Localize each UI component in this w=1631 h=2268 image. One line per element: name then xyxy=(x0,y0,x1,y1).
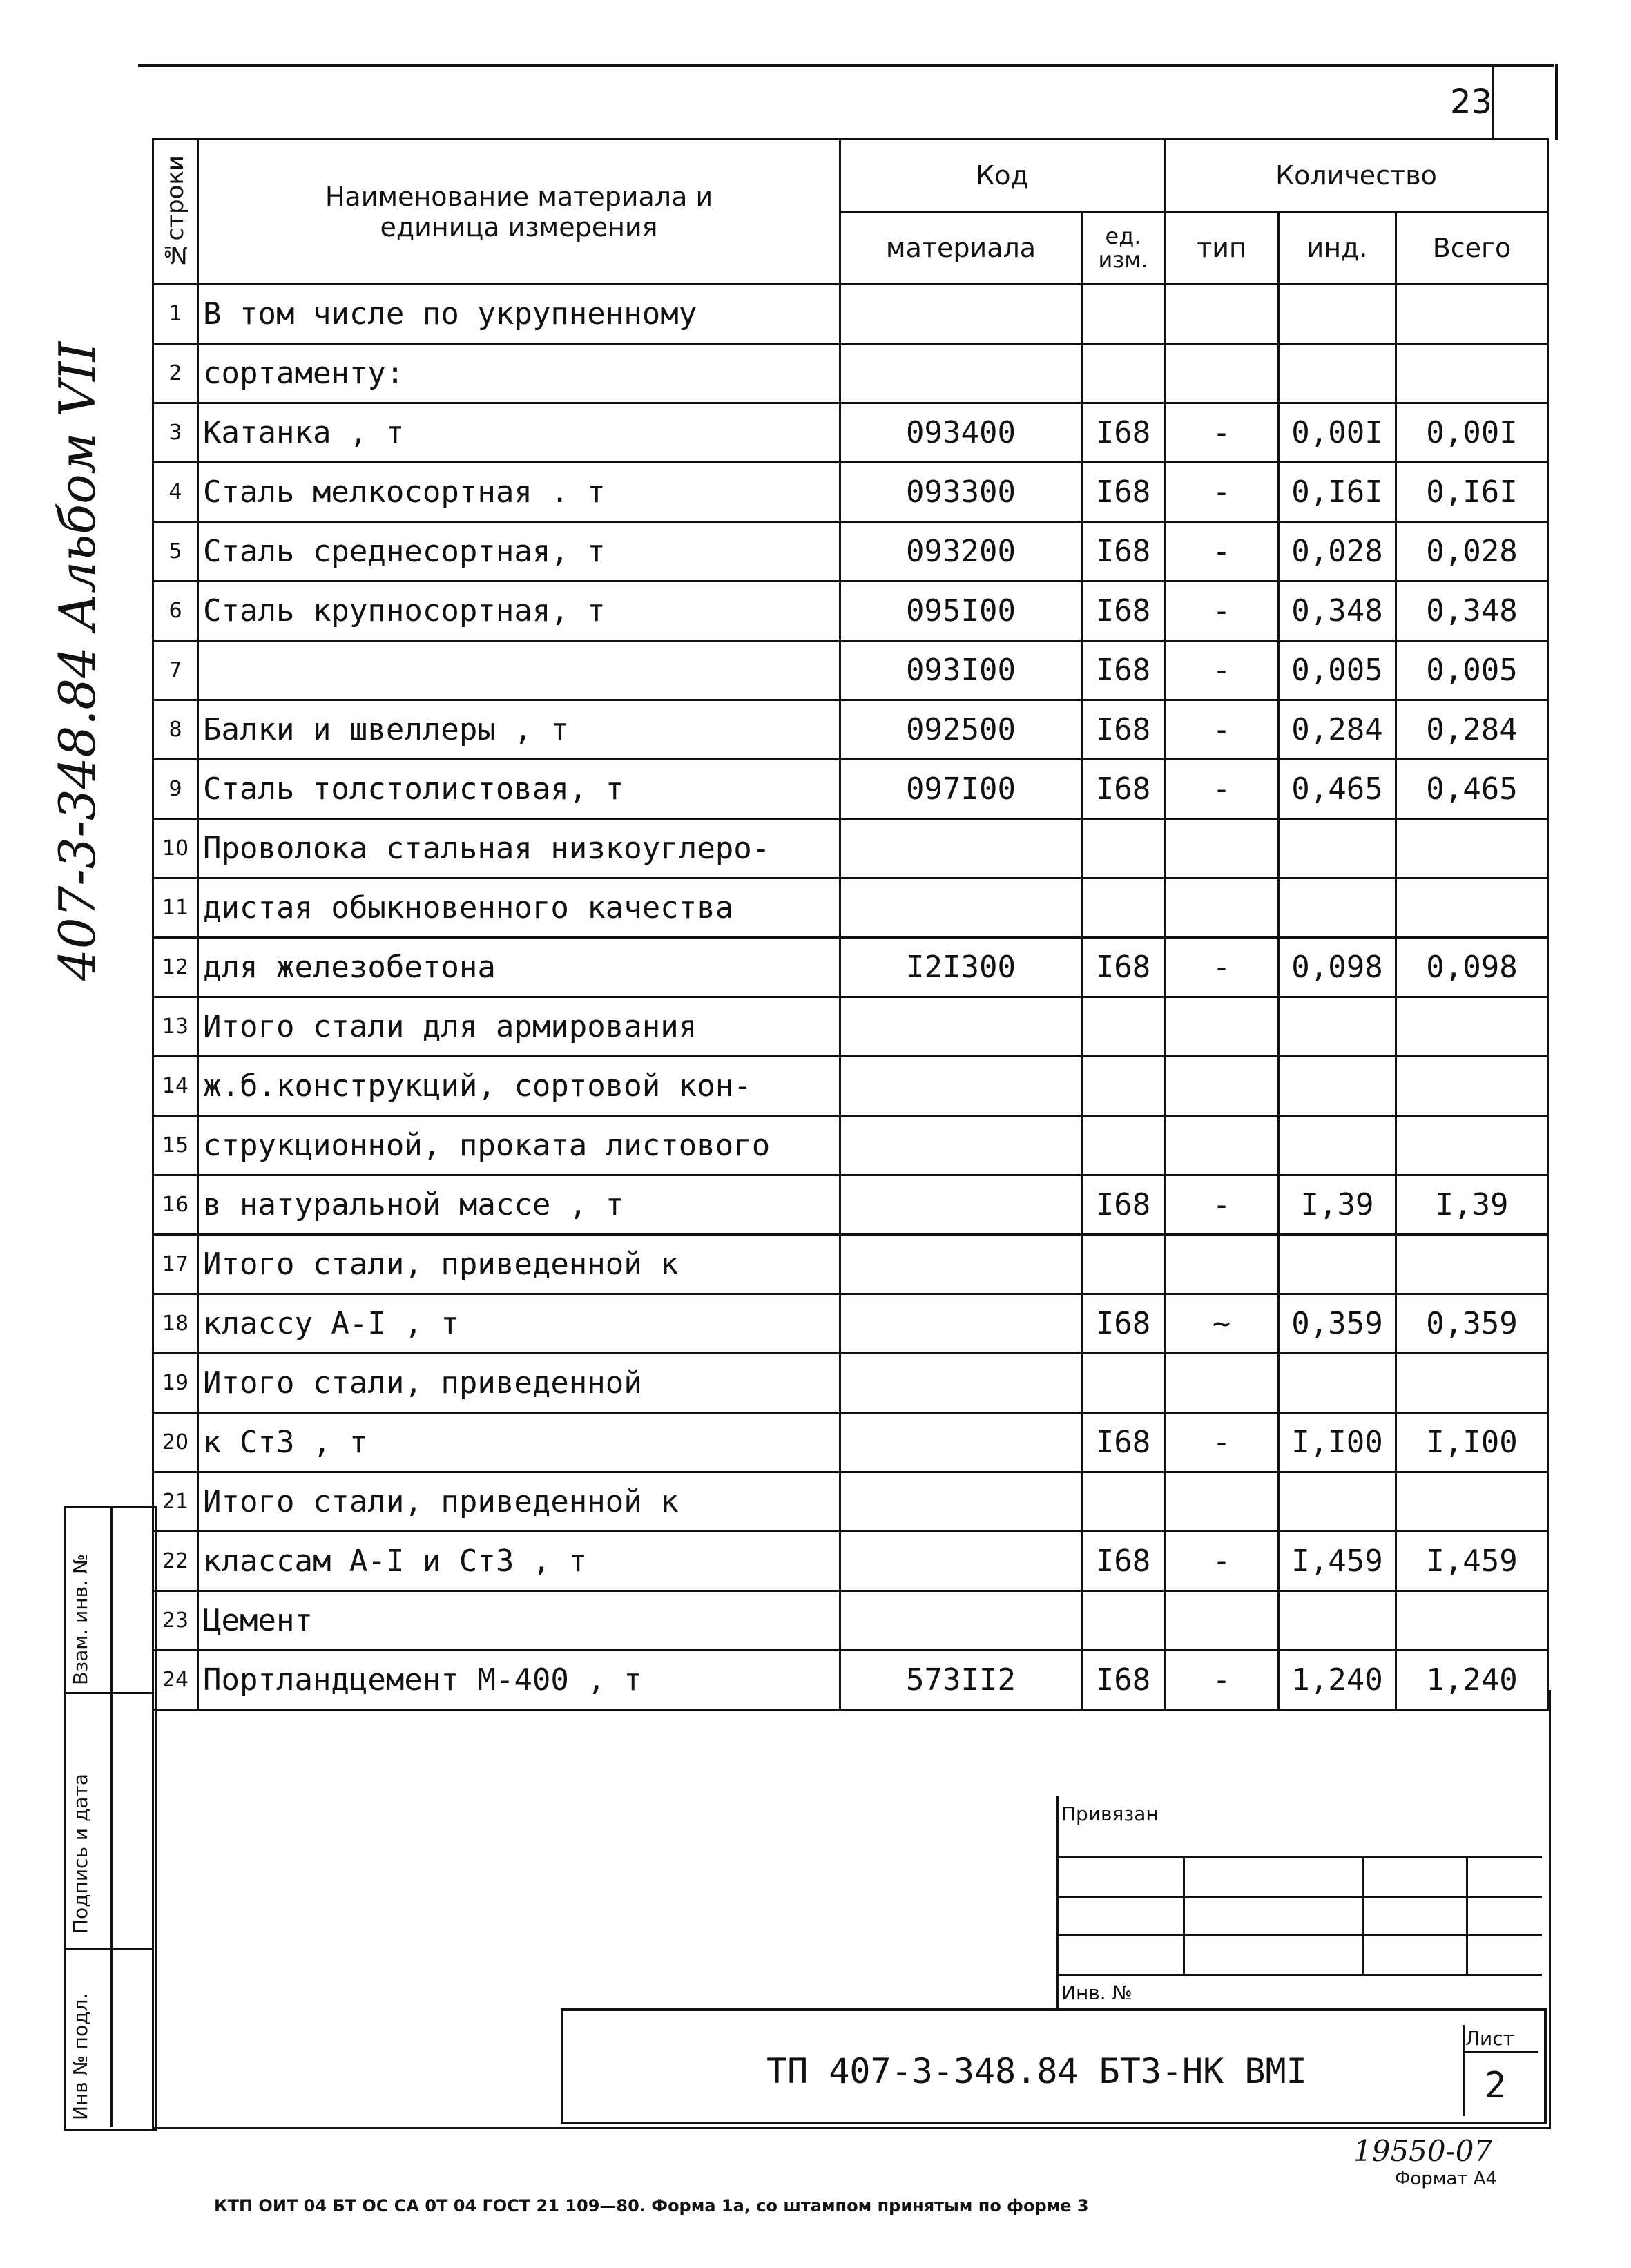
material-code xyxy=(840,819,1082,878)
material-name: струкционной, проката листового xyxy=(198,1116,840,1175)
unit-code xyxy=(1082,1235,1165,1294)
unit-code: I68 xyxy=(1082,522,1165,582)
header-code-group: Код xyxy=(840,140,1165,212)
qty-ind: 0,359 xyxy=(1279,1294,1396,1354)
material-code: 097I00 xyxy=(840,760,1082,819)
material-code: 573II2 xyxy=(840,1651,1082,1710)
header-code-material: материала xyxy=(840,212,1082,285)
unit-code xyxy=(1082,1472,1165,1532)
table-row xyxy=(153,1532,1548,1591)
sheet-number: 2 xyxy=(1485,2065,1507,2106)
qty-ind xyxy=(1279,819,1396,878)
table-row xyxy=(153,760,1548,819)
qty-typ xyxy=(1165,1591,1279,1651)
material-name: Сталь среднесортная, т xyxy=(198,522,840,582)
table-row xyxy=(153,344,1548,403)
unit-code xyxy=(1082,1116,1165,1175)
qty-typ: - xyxy=(1165,760,1279,819)
page-number-box xyxy=(1492,64,1558,140)
table-row xyxy=(153,1294,1548,1354)
qty-typ: - xyxy=(1165,463,1279,522)
qty-typ xyxy=(1165,1472,1279,1532)
header-code-unit: ед. изм. xyxy=(1082,212,1165,285)
table-row xyxy=(153,1116,1548,1175)
material-code xyxy=(840,1235,1082,1294)
table-row xyxy=(153,819,1548,878)
unit-code xyxy=(1082,819,1165,878)
row-number: 20 xyxy=(153,1413,198,1472)
row-number: 1 xyxy=(153,285,198,344)
material-code: 093400 xyxy=(840,403,1082,463)
unit-code: I68 xyxy=(1082,938,1165,997)
qty-total: I,39 xyxy=(1396,1175,1548,1235)
unit-code: I68 xyxy=(1082,1651,1165,1710)
table-row xyxy=(153,641,1548,700)
material-code xyxy=(840,1472,1082,1532)
material-name: к Ст3 , т xyxy=(198,1413,840,1472)
qty-typ: - xyxy=(1165,1651,1279,1710)
row-number: 11 xyxy=(153,878,198,938)
material-code xyxy=(840,1175,1082,1235)
row-number: 3 xyxy=(153,403,198,463)
row-number: 16 xyxy=(153,1175,198,1235)
material-name: Катанка , т xyxy=(198,403,840,463)
row-number: 13 xyxy=(153,997,198,1057)
material-name: Балки и швеллеры , т xyxy=(198,700,840,760)
footer-note: КТП ОИТ 04 БТ ОС СА 0Т 04 ГОСТ 21 109—80. Форма 1а, со штампом принятым по форме 3 xyxy=(214,2196,1089,2216)
qty-total xyxy=(1396,1472,1548,1532)
qty-typ: - xyxy=(1165,641,1279,700)
material-name: классу А-I , т xyxy=(198,1294,840,1354)
qty-ind: 0,098 xyxy=(1279,938,1396,997)
material-name: Итого стали, приведенной xyxy=(198,1354,840,1413)
material-name: для железобетона xyxy=(198,938,840,997)
qty-ind: 0,465 xyxy=(1279,760,1396,819)
row-number: 2 xyxy=(153,344,198,403)
qty-ind: 0,00I xyxy=(1279,403,1396,463)
qty-typ xyxy=(1165,1057,1279,1116)
qty-total: 0,284 xyxy=(1396,700,1548,760)
podpis-data-label: Подпись и дата xyxy=(69,1774,92,1934)
unit-code: I68 xyxy=(1082,582,1165,641)
header-name: Наименование материала и единица измерения xyxy=(198,140,840,285)
material-name: дистая обыкновенного качества xyxy=(198,878,840,938)
material-name: сортаменту: xyxy=(198,344,840,403)
qty-ind xyxy=(1279,1235,1396,1294)
row-number: 4 xyxy=(153,463,198,522)
qty-total xyxy=(1396,1235,1548,1294)
material-code: 093200 xyxy=(840,522,1082,582)
qty-typ: ~ xyxy=(1165,1294,1279,1354)
qty-typ: - xyxy=(1165,938,1279,997)
qty-ind: I,459 xyxy=(1279,1532,1396,1591)
sheet-label: Лист xyxy=(1465,2027,1514,2050)
privyazan-label: Привязан xyxy=(1061,1803,1159,1825)
material-name: Сталь крупносортная, т xyxy=(198,582,840,641)
table-row xyxy=(153,700,1548,760)
qty-total: 0,028 xyxy=(1396,522,1548,582)
qty-typ xyxy=(1165,1116,1279,1175)
table-row xyxy=(153,878,1548,938)
table-row xyxy=(153,285,1548,344)
material-code xyxy=(840,1294,1082,1354)
table-row xyxy=(153,1354,1548,1413)
material-code xyxy=(840,1532,1082,1591)
row-number: 19 xyxy=(153,1354,198,1413)
qty-total: 0,348 xyxy=(1396,582,1548,641)
unit-code: I68 xyxy=(1082,403,1165,463)
qty-ind xyxy=(1279,878,1396,938)
material-name: Итого стали, приведенной к xyxy=(198,1235,840,1294)
row-number: 23 xyxy=(153,1591,198,1651)
qty-typ xyxy=(1165,997,1279,1057)
unit-code xyxy=(1082,285,1165,344)
qty-total: 1,240 xyxy=(1396,1651,1548,1710)
qty-ind: 0,028 xyxy=(1279,522,1396,582)
qty-typ: - xyxy=(1165,700,1279,760)
qty-total: 0,I6I xyxy=(1396,463,1548,522)
row-number: 8 xyxy=(153,700,198,760)
qty-typ: - xyxy=(1165,1532,1279,1591)
material-code xyxy=(840,344,1082,403)
row-number: 17 xyxy=(153,1235,198,1294)
privyazan-block xyxy=(1056,1796,1542,2010)
unit-code xyxy=(1082,997,1165,1057)
qty-typ: - xyxy=(1165,522,1279,582)
handwritten-sheet-code: 19550-07 xyxy=(1353,2134,1493,2168)
material-code xyxy=(840,878,1082,938)
row-number: 6 xyxy=(153,582,198,641)
qty-total xyxy=(1396,997,1548,1057)
row-number: 9 xyxy=(153,760,198,819)
row-number: 12 xyxy=(153,938,198,997)
qty-total xyxy=(1396,344,1548,403)
qty-ind: 0,284 xyxy=(1279,700,1396,760)
unit-code xyxy=(1082,1591,1165,1651)
qty-total: I,459 xyxy=(1396,1532,1548,1591)
table-row xyxy=(153,522,1548,582)
document-designation: ТП 407-3-348.84 БТ3-НК ВМI xyxy=(766,2051,1307,2091)
material-name xyxy=(198,641,840,700)
qty-ind: 1,240 xyxy=(1279,1651,1396,1710)
inv-podl-label: Инв № подл. xyxy=(69,1992,92,2120)
materials-table xyxy=(152,138,1549,1711)
qty-total: 0,005 xyxy=(1396,641,1548,700)
material-name: Итого стали для армирования xyxy=(198,997,840,1057)
qty-total xyxy=(1396,1591,1548,1651)
qty-ind xyxy=(1279,1116,1396,1175)
material-name: Сталь толстолистовая, т xyxy=(198,760,840,819)
unit-code: I68 xyxy=(1082,641,1165,700)
qty-ind xyxy=(1279,1591,1396,1651)
unit-code: I68 xyxy=(1082,760,1165,819)
row-number: 14 xyxy=(153,1057,198,1116)
header-row-no: №строки xyxy=(153,140,198,285)
unit-code: I68 xyxy=(1082,700,1165,760)
qty-total: 0,359 xyxy=(1396,1294,1548,1354)
qty-ind xyxy=(1279,1472,1396,1532)
unit-code: I68 xyxy=(1082,463,1165,522)
table-row xyxy=(153,1413,1548,1472)
qty-ind: I,39 xyxy=(1279,1175,1396,1235)
qty-typ xyxy=(1165,878,1279,938)
qty-ind xyxy=(1279,1057,1396,1116)
table-row xyxy=(153,997,1548,1057)
material-code: 095I00 xyxy=(840,582,1082,641)
table-row xyxy=(153,938,1548,997)
row-number: 15 xyxy=(153,1116,198,1175)
qty-total: 0,098 xyxy=(1396,938,1548,997)
qty-ind: I,I00 xyxy=(1279,1413,1396,1472)
qty-total: 0,00I xyxy=(1396,403,1548,463)
material-name: Проволока стальная низкоуглеро- xyxy=(198,819,840,878)
header-qty-typ: тип xyxy=(1165,212,1279,285)
qty-ind: 0,I6I xyxy=(1279,463,1396,522)
qty-total xyxy=(1396,285,1548,344)
table-row xyxy=(153,1591,1548,1651)
material-code: I2I300 xyxy=(840,938,1082,997)
material-code xyxy=(840,1413,1082,1472)
material-code xyxy=(840,285,1082,344)
side-album-title: 407-3-348.84 Альбом VII xyxy=(48,341,106,981)
material-name: Итого стали, приведенной к xyxy=(198,1472,840,1532)
qty-typ: - xyxy=(1165,1175,1279,1235)
unit-code: I68 xyxy=(1082,1413,1165,1472)
qty-total xyxy=(1396,1354,1548,1413)
row-number: 24 xyxy=(153,1651,198,1710)
header-qty-total: Всего xyxy=(1396,212,1548,285)
qty-ind xyxy=(1279,344,1396,403)
qty-ind xyxy=(1279,997,1396,1057)
qty-typ: - xyxy=(1165,582,1279,641)
material-code: 093I00 xyxy=(840,641,1082,700)
page-number: 23 xyxy=(1450,83,1493,122)
unit-code xyxy=(1082,344,1165,403)
qty-total xyxy=(1396,878,1548,938)
row-number: 7 xyxy=(153,641,198,700)
table-row xyxy=(153,463,1548,522)
qty-typ xyxy=(1165,819,1279,878)
qty-ind xyxy=(1279,1354,1396,1413)
material-name: классам А-I и Ст3 , т xyxy=(198,1532,840,1591)
material-name: ж.б.конструкций, сортовой кон- xyxy=(198,1057,840,1116)
qty-typ xyxy=(1165,344,1279,403)
table-row xyxy=(153,1057,1548,1116)
qty-typ xyxy=(1165,285,1279,344)
material-name: В том числе по укрупненному xyxy=(198,285,840,344)
material-code xyxy=(840,1057,1082,1116)
table-row xyxy=(153,1175,1548,1235)
header-qty-group: Количество xyxy=(1165,140,1548,212)
material-code: 093300 xyxy=(840,463,1082,522)
material-name: Цемент xyxy=(198,1591,840,1651)
material-name: Сталь мелкосортная . т xyxy=(198,463,840,522)
material-code xyxy=(840,1591,1082,1651)
unit-code: I68 xyxy=(1082,1175,1165,1235)
inv-no-label: Инв. № xyxy=(1061,1981,1132,2004)
material-name: в натуральной массе , т xyxy=(198,1175,840,1235)
qty-total xyxy=(1396,1116,1548,1175)
format-label: Формат А4 xyxy=(1395,2169,1498,2189)
table-row xyxy=(153,582,1548,641)
row-number: 5 xyxy=(153,522,198,582)
qty-total xyxy=(1396,1057,1548,1116)
unit-code xyxy=(1082,878,1165,938)
row-number: 21 xyxy=(153,1472,198,1532)
material-name: Портландцемент М-400 , т xyxy=(198,1651,840,1710)
qty-ind: 0,348 xyxy=(1279,582,1396,641)
qty-typ xyxy=(1165,1235,1279,1294)
top-border-line xyxy=(138,64,1554,67)
material-code: 092500 xyxy=(840,700,1082,760)
qty-total xyxy=(1396,819,1548,878)
qty-total: 0,465 xyxy=(1396,760,1548,819)
qty-typ: - xyxy=(1165,403,1279,463)
row-number: 10 xyxy=(153,819,198,878)
unit-code: I68 xyxy=(1082,1532,1165,1591)
row-number: 18 xyxy=(153,1294,198,1354)
material-code xyxy=(840,997,1082,1057)
table-row xyxy=(153,1235,1548,1294)
material-code xyxy=(840,1116,1082,1175)
material-code xyxy=(840,1354,1082,1413)
qty-ind xyxy=(1279,285,1396,344)
unit-code: I68 xyxy=(1082,1294,1165,1354)
unit-code xyxy=(1082,1354,1165,1413)
header-qty-ind: инд. xyxy=(1279,212,1396,285)
vzam-inv-label: Взам. инв. № xyxy=(69,1553,92,1685)
unit-code xyxy=(1082,1057,1165,1116)
qty-typ: - xyxy=(1165,1413,1279,1472)
qty-total: I,I00 xyxy=(1396,1413,1548,1472)
row-number: 22 xyxy=(153,1532,198,1591)
qty-typ xyxy=(1165,1354,1279,1413)
table-row xyxy=(153,403,1548,463)
table-row xyxy=(153,1472,1548,1532)
qty-ind: 0,005 xyxy=(1279,641,1396,700)
